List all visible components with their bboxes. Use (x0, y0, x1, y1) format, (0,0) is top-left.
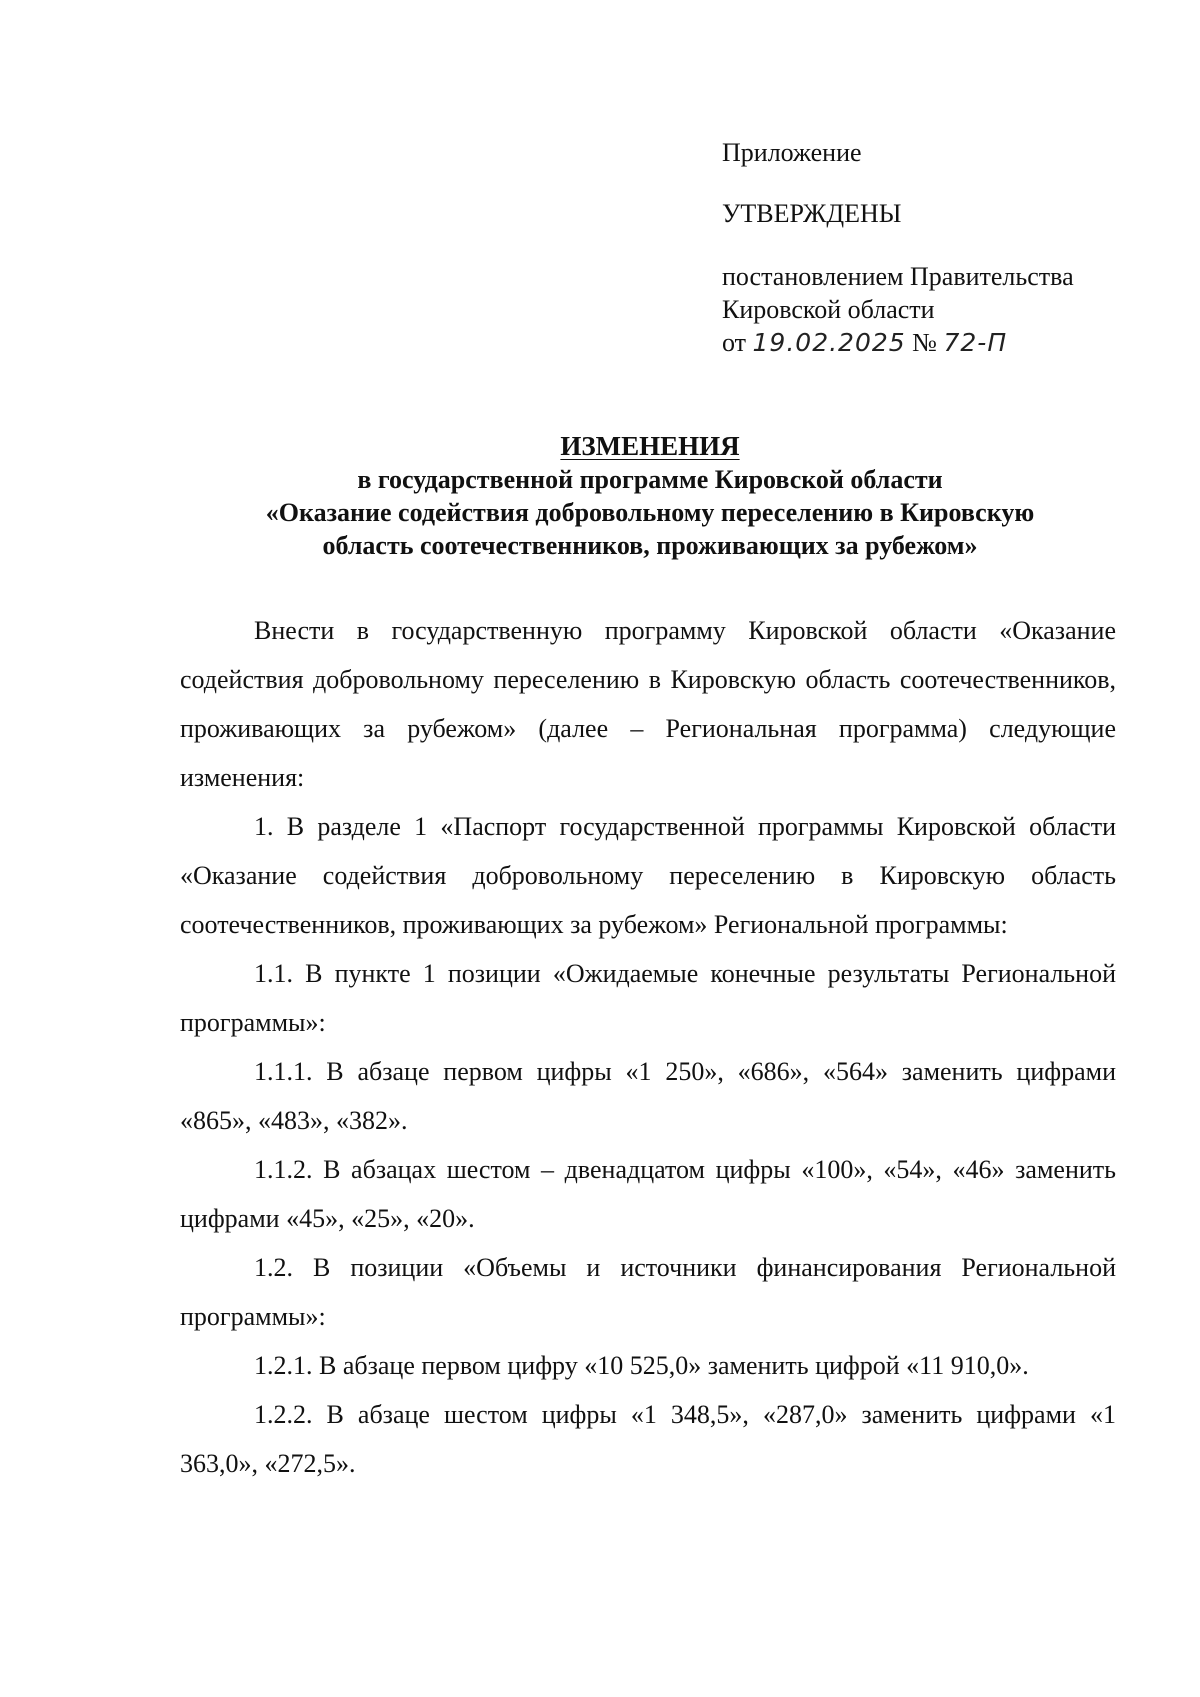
body-paragraph: Внести в государственную программу Кировской области «Оказание содействия добровольному переселению в Кировскую область соотечественников, проживающих за рубежом» (далее – Региональная программа) следующие изменения: (180, 616, 1116, 792)
decree-date-number (722, 326, 1162, 359)
approval-header (722, 136, 1162, 359)
appendix-label: Приложение (722, 138, 862, 167)
title-line-1: в государственной программе Кировской области (357, 465, 943, 494)
body-paragraph: 1.2.1. В абзаце первом цифру «10 525,0» заменить цифрой «11 910,0». (254, 1351, 1029, 1380)
body-paragraph: 1.1.1. В абзаце первом цифры «1 250», «686», «564» заменить цифрами «865», «483», «382». (180, 1057, 1116, 1135)
body-paragraph: 1.2. В позиции «Объемы и источники финансирования Региональной программы»: (180, 1253, 1116, 1331)
handwritten-number: 72-П (943, 328, 1008, 357)
body-paragraph: 1.1.2. В абзацах шестом – двенадцатом цифры «100», «54», «46» заменить цифрами «45», «25», «20». (180, 1155, 1116, 1233)
body-paragraph: 1. В разделе 1 «Паспорт государственной программы Кировской области «Оказание содействия добровольному переселению в Кировскую область соотечественников, проживающих за рубежом» Региональной программы: (180, 812, 1116, 939)
document-title (160, 430, 1140, 562)
handwritten-date: 19.02.2025 (752, 328, 906, 357)
document-body (180, 606, 1116, 1488)
approved-label: УТВЕРЖДЕНЫ (722, 199, 902, 228)
title-line-2: «Оказание содействия добровольному переселению в Кировскую (265, 498, 1035, 527)
body-paragraph: 1.2.2. В абзаце шестом цифры «1 348,5», «287,0» заменить цифрами «1 363,0», «272,5». (180, 1400, 1116, 1478)
decree-line-2: Кировской области (722, 295, 935, 324)
date-prefix: от (722, 328, 747, 357)
number-prefix: № (912, 328, 937, 357)
title-heading: ИЗМЕНЕНИЯ (560, 431, 740, 461)
decree-line-1: постановлением Правительства (722, 262, 1074, 291)
body-paragraph: 1.1. В пункте 1 позиции «Ожидаемые конечные результаты Региональной программы»: (180, 959, 1116, 1037)
title-line-3: область соотечественников, проживающих за рубежом» (322, 531, 978, 560)
